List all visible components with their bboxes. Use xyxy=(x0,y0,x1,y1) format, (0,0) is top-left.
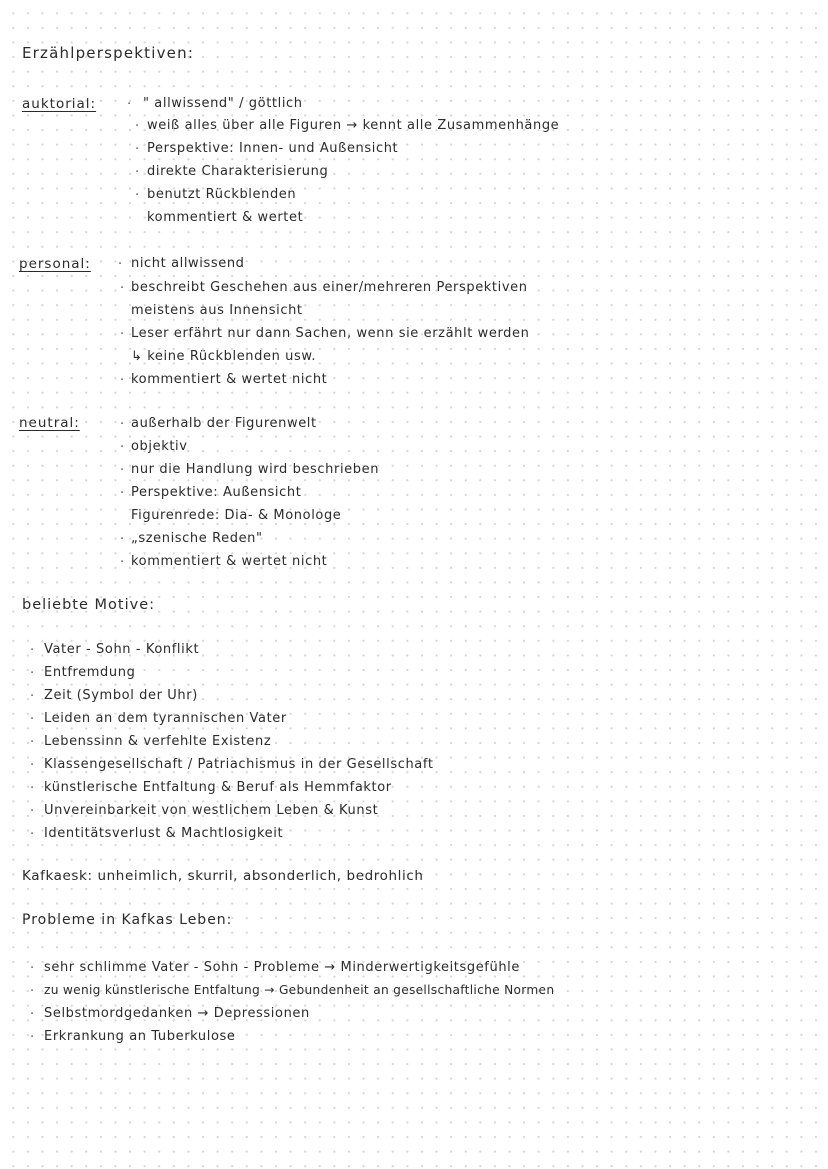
motive-heading: beliebte Motive: xyxy=(22,597,156,613)
motive-item: Lebenssinn & verfehlte Existenz xyxy=(44,734,272,749)
bullet: · xyxy=(30,804,35,819)
probleme-item: Erkrankung an Tuberkulose xyxy=(44,1029,236,1044)
bullet: · xyxy=(30,984,35,999)
personal-item: ↳ keine Rückblenden usw. xyxy=(131,349,317,364)
motive-item: künstlerische Entfaltung & Beruf als Hemmfaktor xyxy=(44,780,392,795)
bullet: · xyxy=(30,735,35,750)
neutral-item: Perspektive: Außensicht xyxy=(131,485,302,500)
motive-item: Identitätsverlust & Machtlosigkeit xyxy=(44,826,284,841)
auktorial-item: Perspektive: Innen- und Außensicht xyxy=(147,141,399,156)
auktorial-item: " allwissend" / göttlich xyxy=(143,96,303,111)
bullet: · xyxy=(30,781,35,796)
personal-item: kommentiert & wertet nicht xyxy=(131,372,328,387)
bullet: · xyxy=(30,689,35,704)
bullet: · xyxy=(127,97,132,112)
bullet: · xyxy=(120,417,125,432)
neutral-item: außerhalb der Figurenwelt xyxy=(131,416,317,431)
bullet: · xyxy=(120,463,125,478)
bullet: · xyxy=(30,758,35,773)
auktorial-item: direkte Charakterisierung xyxy=(147,164,329,179)
neutral-item: kommentiert & wertet nicht xyxy=(131,554,328,569)
motive-item: Zeit (Symbol der Uhr) xyxy=(44,688,198,703)
neutral-item: nur die Handlung wird beschrieben xyxy=(131,462,380,477)
kafkaesk-definition: Kafkaesk: unheimlich, skurril, absonderlich, bedrohlich xyxy=(22,868,424,884)
neutral-label: neutral: xyxy=(19,415,80,431)
bullet: · xyxy=(120,532,125,547)
bullet: · xyxy=(135,119,140,134)
bullet: · xyxy=(30,827,35,842)
auktorial-item: benutzt Rückblenden xyxy=(147,187,297,202)
neutral-item: objektiv xyxy=(131,439,188,454)
personal-item: meistens aus Innensicht xyxy=(131,303,303,318)
bullet: · xyxy=(120,373,125,388)
motive-item: Klassengesellschaft / Patriachismus in der Gesellschaft xyxy=(44,757,434,772)
neutral-item: Figurenrede: Dia- & Monologe xyxy=(131,508,342,523)
bullet: · xyxy=(30,1030,35,1045)
personal-item: beschreibt Geschehen aus einer/mehreren Perspektiven xyxy=(131,280,528,295)
bullet: · xyxy=(118,257,123,272)
bullet: · xyxy=(30,666,35,681)
motive-item: Unvereinbarkeit von westlichem Leben & Kunst xyxy=(44,803,379,818)
bullet: · xyxy=(30,961,35,976)
auktorial-item: weiß alles über alle Figuren → kennt alle Zusammenhänge xyxy=(147,118,560,133)
bullet: · xyxy=(120,327,125,342)
bullet: · xyxy=(120,486,125,501)
bullet: · xyxy=(120,555,125,570)
bullet: · xyxy=(135,142,140,157)
page-title: Erzählperspektiven: xyxy=(22,44,195,62)
bullet: · xyxy=(30,643,35,658)
neutral-item: „szenische Reden" xyxy=(131,531,263,546)
personal-label: personal: xyxy=(19,256,91,272)
probleme-item: sehr schlimme Vater - Sohn - Probleme → Minderwertigkeitsgefühle xyxy=(44,960,520,975)
probleme-item: Selbstmordgedanken → Depressionen xyxy=(44,1006,310,1021)
motive-item: Vater - Sohn - Konflikt xyxy=(44,642,200,657)
probleme-item: zu wenig künstlerische Entfaltung → Gebundenheit an gesellschaftliche Normen xyxy=(44,983,555,997)
bullet: · xyxy=(120,440,125,455)
bullet: · xyxy=(120,281,125,296)
bullet: · xyxy=(135,165,140,180)
personal-item: Leser erfährt nur dann Sachen, wenn sie erzählt werden xyxy=(131,326,530,341)
auktorial-item: kommentiert & wertet xyxy=(147,210,304,225)
bullet: · xyxy=(30,1007,35,1022)
motive-item: Leiden an dem tyrannischen Vater xyxy=(44,711,287,726)
probleme-heading: Probleme in Kafkas Leben: xyxy=(22,912,233,928)
bullet: · xyxy=(135,188,140,203)
motive-item: Entfremdung xyxy=(44,665,136,680)
personal-item: nicht allwissend xyxy=(131,256,245,271)
auktorial-label: auktorial: xyxy=(22,96,97,112)
bullet: · xyxy=(30,712,35,727)
